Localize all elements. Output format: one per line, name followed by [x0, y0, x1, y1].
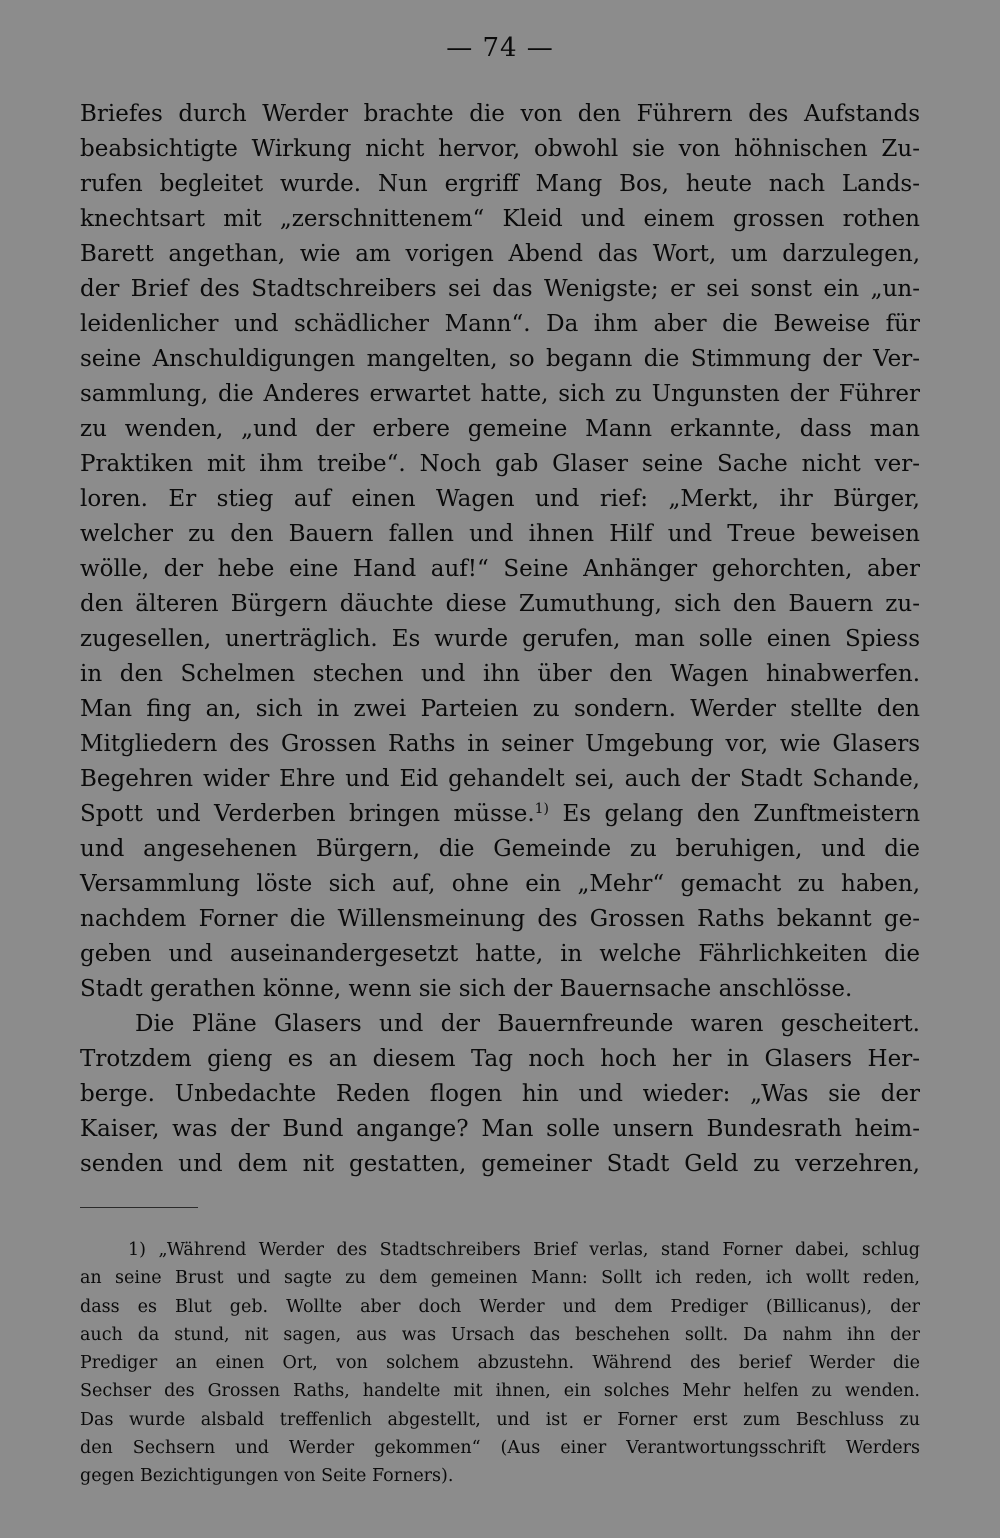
page-number: — 74 — — [446, 33, 554, 63]
footnote-reference: 1) — [534, 801, 550, 817]
text-segment: Es gelang den Zunftmeistern — [549, 801, 921, 827]
text-line: zugesellen, unerträglich. Es wurde gerufen, man solle einen Spiess — [80, 626, 920, 652]
text-line: in den Schelmen stechen und ihn über den Wagen hinabwerfen. — [80, 661, 920, 687]
footnote-line: Sechser des Grossen Raths, handelte mit ihnen, ein solches Mehr helfen zu wenden. — [80, 1381, 920, 1402]
text-line: Stadt gerathen könne, wenn sie sich der Bauernsache anschlösse. — [80, 976, 853, 1002]
text-line: Trotzdem gieng es an diesem Tag noch hoch her in Glasers Her- — [80, 1046, 920, 1072]
text-line: berge. Unbedachte Reden flogen hin und wieder: „Was sie der — [80, 1081, 920, 1107]
text-line: leidenlicher und schädlicher Mann“. Da ihm aber die Beweise für — [80, 311, 920, 337]
text-line: senden und dem nit gestatten, gemeiner Stadt Geld zu verzehren, — [80, 1151, 920, 1177]
footnote-line: dass es Blut geb. Wollte aber doch Werder und dem Prediger (Billicanus), der — [80, 1296, 920, 1317]
paragraph-first-line: Die Pläne Glasers und der Bauernfreunde waren gescheitert. — [135, 1011, 920, 1037]
text-line: der Brief des Stadtschreibers sei das Wenigste; er sei sonst ein „un- — [80, 276, 920, 302]
text-line: und angesehenen Bürgern, die Gemeinde zu beruhigen, und die — [80, 836, 920, 862]
text-line: knechtsart mit „zerschnittenem“ Kleid und einem grossen rothen — [80, 206, 920, 232]
text-line: Praktiken mit ihm treibe“. Noch gab Glaser seine Sache nicht ver- — [80, 451, 920, 477]
text-line: loren. Er stieg auf einen Wagen und rief: „Merkt, ihr Bürger, — [80, 486, 920, 512]
footnote-divider — [80, 1207, 198, 1208]
text-line: seine Anschuldigungen mangelten, so begann die Stimmung der Ver- — [80, 346, 920, 372]
text-line: Versammlung löste sich auf, ohne ein „Mehr“ gemacht zu haben, — [80, 871, 920, 897]
footnote-line: auch da stund, nit sagen, aus was Ursach das beschehen sollt. Da nahm ihn der — [80, 1324, 920, 1345]
text-line: sammlung, die Anderes erwartet hatte, sich zu Ungunsten der Führer — [80, 381, 920, 407]
text-line: Mitgliedern des Grossen Raths in seiner Umgebung vor, wie Glasers — [80, 731, 920, 757]
text-segment: Spott und Verderben bringen müsse. — [80, 801, 535, 827]
main-text — [80, 97, 920, 1182]
footnote-line: an seine Brust und sagte zu dem gemeinen Mann: Sollt ich reden, ich wollt reden, — [80, 1268, 920, 1289]
text-line: zu wenden, „und der erbere gemeine Mann erkannte, dass man — [80, 416, 920, 442]
text-line: Man fing an, sich in zwei Parteien zu sondern. Werder stellte den — [80, 696, 920, 722]
text-line: welcher zu den Bauern fallen und ihnen Hilf und Treue beweisen — [80, 521, 920, 547]
text-line: rufen begleitet wurde. Nun ergriff Mang Bos, heute nach Lands- — [80, 171, 920, 197]
text-line: nachdem Forner die Willensmeinung des Grossen Raths bekannt ge- — [80, 906, 920, 932]
text-line: Kaiser, was der Bund angange? Man solle unsern Bundesrath heim- — [80, 1116, 920, 1142]
text-line: Barett angethan, wie am vorigen Abend das Wort, um darzulegen, — [80, 241, 920, 267]
footnote-line: Prediger an einen Ort, von solchem abzustehn. Während des berief Werder die — [80, 1353, 920, 1374]
text-line: Briefes durch Werder brachte die von den Führern des Aufstands — [80, 101, 920, 127]
text-line: den älteren Bürgern däuchte diese Zumuthung, sich den Bauern zu- — [80, 591, 920, 617]
footnote-line: 1) „Während Werder des Stadtschreibers Brief verlas, stand Forner dabei, schlug — [128, 1240, 920, 1260]
footnote-line: gegen Bezichtigungen von Seite Forners). — [80, 1466, 454, 1487]
text-line-with-footnote-ref — [80, 797, 920, 832]
text-line: geben und auseinandergesetzt hatte, in welche Fährlichkeiten die — [80, 941, 920, 967]
footnote-line: Das wurde alsbald treffenlich abgestellt, und ist er Forner erst zum Beschluss zu — [80, 1409, 920, 1430]
footnotes — [80, 1236, 920, 1491]
text-line: Begehren wider Ehre und Eid gehandelt sei, auch der Stadt Schande, — [80, 766, 920, 792]
text-line: beabsichtigte Wirkung nicht hervor, obwohl sie von höhnischen Zu- — [80, 136, 920, 162]
footnote-line: den Sechsern und Werder gekommen“ (Aus einer Verantwortungsschrift Werders — [80, 1438, 920, 1459]
text-line: wölle, der hebe eine Hand auf!“ Seine Anhänger gehorchten, aber — [80, 556, 920, 582]
